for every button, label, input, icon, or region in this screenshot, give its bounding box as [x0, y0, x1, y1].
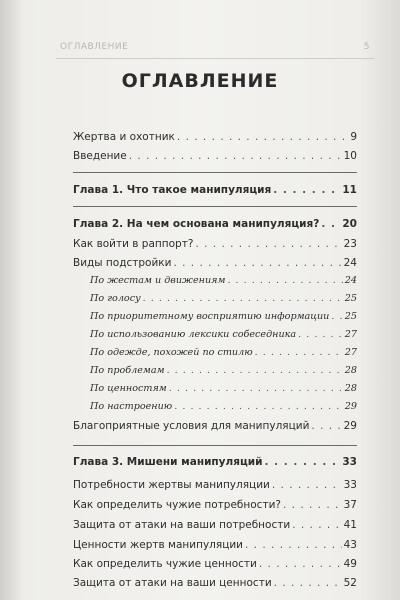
- toc-entry: [73, 150, 357, 164]
- toc-entry-label: По жестам и движениям: [90, 275, 226, 286]
- toc-entry-page: 28: [344, 365, 357, 376]
- toc-subentry: [90, 347, 357, 361]
- toc-subentry: [90, 365, 357, 379]
- toc-entry: [73, 558, 357, 572]
- toc-chapter-entry: [73, 184, 357, 198]
- toc-entry-label: Жертва и охотник: [73, 131, 175, 143]
- toc-entry-page: 29: [343, 420, 357, 432]
- running-head-title: ОГЛАВЛЕНИЕ: [60, 42, 129, 52]
- toc-entry-page: 41: [343, 519, 357, 531]
- toc-entry-page: 49: [343, 558, 357, 570]
- toc-entry-page: 37: [343, 499, 357, 511]
- toc-leader-dots: [274, 577, 342, 589]
- toc-leader-dots: [283, 499, 342, 511]
- toc-leader-dots: [273, 184, 340, 196]
- toc-entry-label: Виды подстройки: [73, 257, 172, 269]
- toc-leader-dots: [272, 479, 342, 491]
- toc-entry: [73, 577, 357, 591]
- section-divider: [73, 172, 357, 173]
- toc-entry: [73, 519, 357, 533]
- toc-entry: [73, 131, 357, 145]
- toc-entry-page: 9: [350, 131, 357, 143]
- toc-subentry: [90, 311, 357, 325]
- toc-entry: [73, 238, 357, 252]
- toc-entry-label: По ценностям: [90, 383, 167, 394]
- toc-leader-dots: [169, 383, 343, 394]
- toc-entry-label: Защита от атаки на ваши ценности: [73, 577, 272, 589]
- toc-entry-label: Защита от атаки на ваши потребности: [73, 519, 291, 531]
- toc-leader-dots: [174, 401, 343, 412]
- toc-leader-dots: [311, 420, 341, 432]
- toc-entry-label: По голосу: [90, 293, 141, 304]
- toc-entry-label: По одежде, похожей по стилю: [90, 347, 253, 358]
- toc-leader-dots: [298, 329, 343, 340]
- toc-entry-label: Введение: [73, 150, 127, 162]
- toc-leader-dots: [129, 150, 342, 162]
- toc-entry-page: 24: [344, 275, 357, 286]
- toc-leader-dots: [292, 519, 341, 531]
- toc-entry-label: По настроению: [90, 401, 173, 412]
- toc-leader-dots: [331, 311, 342, 322]
- toc-entry-page: 24: [343, 257, 357, 269]
- toc-leader-dots: [255, 347, 343, 358]
- toc-leader-dots: [321, 218, 340, 230]
- toc-leader-dots: [259, 558, 342, 570]
- toc-entry: [73, 479, 357, 493]
- toc-entry-label: Глава 3. Мишени манипуляций: [73, 456, 263, 468]
- toc-leader-dots: [264, 456, 340, 468]
- toc-entry-label: Как определить чужие потребности?: [73, 499, 281, 511]
- toc-entry: [73, 420, 357, 434]
- toc-leader-dots: [195, 238, 341, 250]
- toc-entry-page: 33: [343, 479, 357, 491]
- toc-entry-label: Ценности жертв манипуляции: [73, 539, 243, 551]
- toc-subentry: [90, 329, 357, 343]
- toc-leader-dots: [177, 131, 348, 143]
- toc-entry-label: Глава 1. Что такое манипуляция: [73, 184, 272, 196]
- toc-leader-dots: [227, 275, 342, 286]
- toc-entry-label: По приоритетному восприятию информации: [90, 311, 330, 322]
- toc-entry-page: 25: [344, 293, 357, 304]
- toc-entry-page: 27: [344, 347, 357, 358]
- toc-subentry: [90, 293, 357, 307]
- toc-entry-page: 33: [342, 456, 357, 468]
- toc-subentry: [90, 275, 357, 289]
- toc-subentry: [90, 401, 357, 415]
- section-divider: [73, 206, 357, 207]
- toc-entry-label: Глава 2. На чем основана манипуляция?: [73, 218, 320, 230]
- toc-subentry: [90, 383, 357, 397]
- toc-leader-dots: [143, 293, 343, 304]
- section-divider: [73, 445, 357, 446]
- toc-entry-label: Как войти в раппорт?: [73, 238, 194, 250]
- toc-leader-dots: [245, 539, 342, 551]
- toc-entry: [73, 257, 357, 271]
- toc-leader-dots: [167, 365, 343, 376]
- toc-entry-label: По проблемам: [90, 365, 165, 376]
- toc-leader-dots: [173, 257, 341, 269]
- toc-entry-page: 10: [343, 150, 357, 162]
- toc-entry-page: 43: [343, 539, 357, 551]
- toc-entry-label: Благоприятные условия для манипуляций: [73, 420, 310, 432]
- toc-entry: [73, 499, 357, 513]
- toc-entry-page: 11: [342, 184, 357, 196]
- toc-entry-page: 25: [344, 311, 357, 322]
- toc-chapter-entry: [73, 456, 357, 470]
- toc-entry-page: 20: [342, 218, 357, 230]
- toc-entry-page: 29: [344, 401, 357, 412]
- toc-chapter-entry: [73, 218, 357, 232]
- toc-entry-label: Потребности жертвы манипуляции: [73, 479, 270, 491]
- toc-entry-label: По использованию лексики собеседника: [90, 329, 297, 340]
- toc-entry-label: Как определить чужие ценности: [73, 558, 257, 570]
- page-title: ОГЛАВЛЕНИЕ: [121, 70, 279, 92]
- toc-entry-page: 52: [343, 577, 357, 589]
- toc-entry-page: 27: [344, 329, 357, 340]
- toc-entry-page: 28: [344, 383, 357, 394]
- running-head-page-number: 5: [363, 42, 370, 52]
- toc-entry-page: 23: [343, 238, 357, 250]
- toc-entry: [73, 539, 357, 553]
